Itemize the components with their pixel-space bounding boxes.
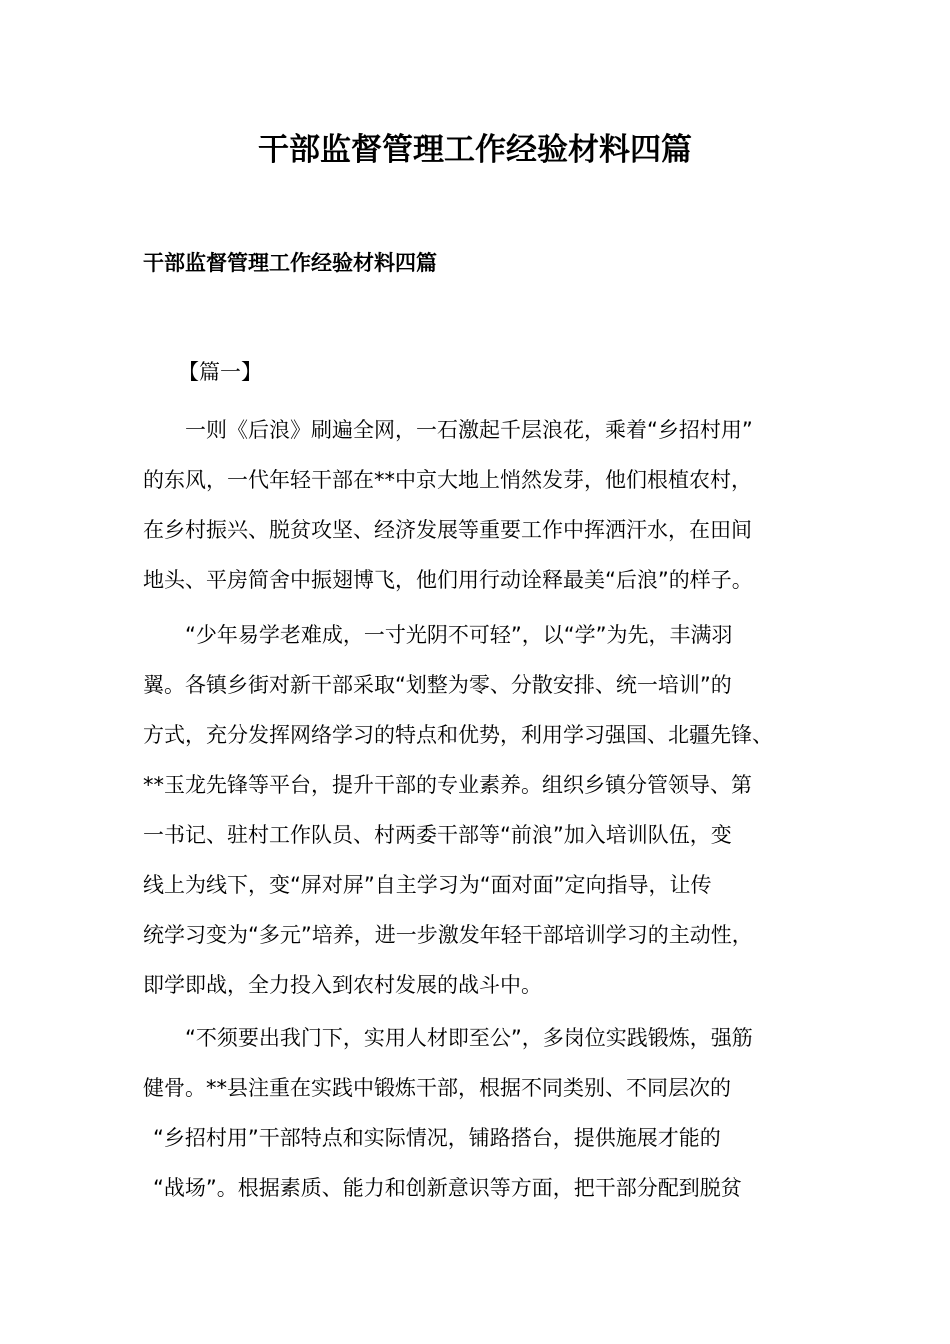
paragraph-line: 的东风，一代年轻干部在**中京大地上悄然发芽，他们根植农村， (143, 468, 752, 492)
paragraph-2 (143, 610, 808, 1010)
paragraph-line: 线上为线下，变“屏对屏”自主学习为“面对面”定向指导，让传 (143, 873, 712, 897)
paragraph-line: 在乡村振兴、脱贫攻坚、经济发展等重要工作中挥洒汗水，在田间 (143, 518, 752, 542)
paragraph-3 (143, 1013, 808, 1213)
document-subtitle: 干部监督管理工作经验材料四篇 (143, 251, 437, 275)
paragraph-line: 即学即战，全力投入到农村发展的战斗中。 (143, 973, 542, 997)
paragraph-line: 翼。各镇乡街对新干部采取“划整为零、分散安排、统一培训”的 (143, 673, 732, 697)
paragraph-line: “少年易学老难成，一寸光阴不可轻”，以“学”为先，丰满羽 (185, 623, 733, 647)
paragraph-line: 健骨。**县注重在实践中锻炼干部，根据不同类别、不同层次的 (143, 1076, 731, 1100)
paragraph-line: 一则《后浪》刷遍全网，一石激起千层浪花，乘着“乡招村用” (185, 418, 753, 442)
paragraph-line: 地头、平房简舍中振翅博飞，他们用行动诠释最美“后浪”的样子。 (143, 568, 753, 592)
document-title: 干部监督管理工作经验材料四篇 (258, 132, 692, 168)
paragraph-line: 方式，充分发挥网络学习的特点和优势，利用学习强国、北疆先锋、 (143, 723, 773, 747)
paragraph-line: “不须要出我门下，实用人材即至公”，多岗位实践锻炼，强筋 (185, 1026, 753, 1050)
paragraph-line: 统学习变为“多元”培养，进一步激发年轻干部培训学习的主动性， (143, 923, 753, 947)
paragraph-1 (143, 405, 808, 605)
paragraph-line: “乡招村用”干部特点和实际情况，铺路搭台，提供施展才能的 (153, 1126, 721, 1150)
paragraph-line: “战场”。根据素质、能力和创新意识等方面，把干部分配到脱贫 (153, 1176, 742, 1200)
section-label: 【篇一】 (178, 360, 262, 384)
paragraph-line: 一书记、驻村工作队员、村两委干部等“前浪”加入培训队伍，变 (143, 823, 732, 847)
paragraph-line: **玉龙先锋等平台，提升干部的专业素养。组织乡镇分管领导、第 (143, 773, 752, 797)
